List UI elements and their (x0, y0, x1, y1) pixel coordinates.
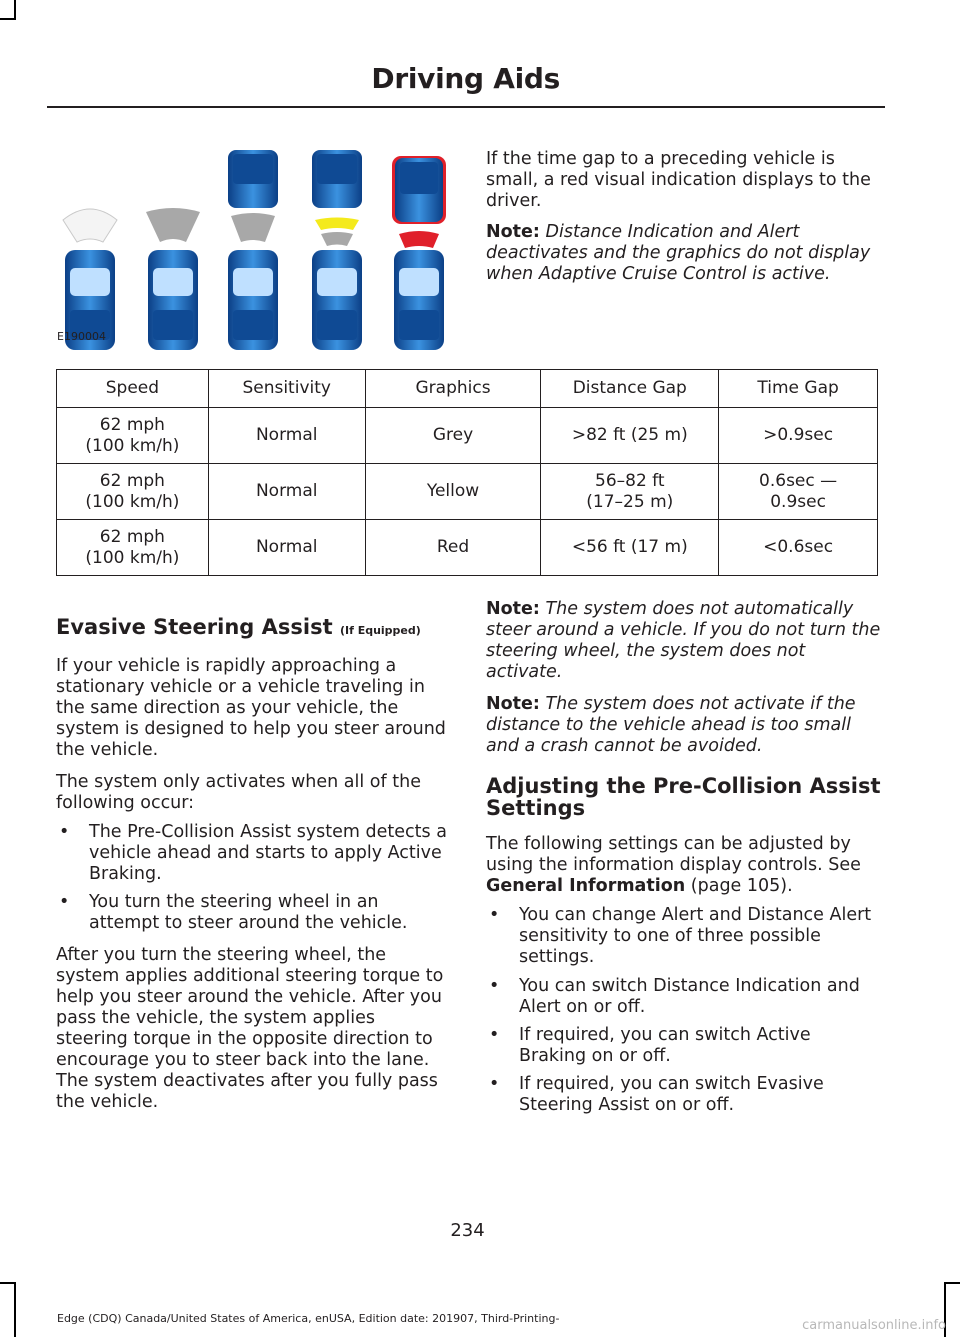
list-item: • You turn the steering wheel in an attempt to steer around the vehicle. (59, 892, 408, 933)
note-text: Distance Indication and Alert deactivates and the graphics do not display when Adaptive Cruise Control is active. (486, 222, 871, 284)
speed-cell: 62 mph (100 km/h) (57, 520, 209, 576)
graphics-cell: Grey (365, 408, 541, 464)
adjusting-paragraph: The following settings can be adjusted by using the information display controls. See General Information (page 105). (486, 834, 861, 896)
general-information-link[interactable]: General Information (486, 876, 686, 896)
crop-mark (0, 1282, 16, 1284)
car-icon (228, 150, 278, 350)
footer-edition: Edge (CDQ) Canada/United States of America, enUSA, Edition date: 201907, Third-Printing- (57, 1312, 560, 1325)
list-item: • If required, you can switch Evasive Steering Assist on or off. (489, 1074, 824, 1115)
crop-mark (944, 1282, 960, 1284)
graphics-cell: Yellow (365, 464, 541, 520)
time-gap-table (56, 369, 878, 576)
car-icon (63, 209, 117, 350)
distance-cell: >82 ft (25 m) (541, 408, 719, 464)
note-label: Note: (486, 222, 540, 242)
column-header: Speed (57, 370, 209, 408)
evasive-heading: Evasive Steering Assist (If Equipped) (56, 615, 421, 639)
list-item: • You can change Alert and Distance Alert sensitivity to one of three possible settings. (489, 905, 872, 967)
car-icon (146, 208, 200, 350)
evasive-paragraph-1: If your vehicle is rapidly approaching a stationary vehicle or a vehicle traveling in the same direction as your vehicle, the system is designed to help you steer around the vehicle. (56, 656, 446, 760)
time-cell: >0.9sec (719, 408, 878, 464)
table-row (57, 520, 878, 576)
list-item: • The Pre-Collision Assist system detects a vehicle ahead and starts to apply Active Braking. (59, 822, 447, 884)
table-row (57, 464, 878, 520)
car-icon (392, 156, 446, 350)
list-item: • You can switch Distance Indication and Alert on or off. (489, 976, 860, 1017)
distance-cell: 56–82 ft (17–25 m) (541, 464, 719, 520)
page-title: Driving Aids (371, 62, 560, 95)
time-cell: 0.6sec — 0.9sec (719, 464, 878, 520)
evasive-paragraph-3: After you turn the steering wheel, the system applies additional steering torque to help you steer around the vehicle. After you pass the vehicle, the system applies steering torque in the opposite direction to encourage you to steer back into the lane. The system deactivates after you fully pass the vehicle. (56, 945, 444, 1112)
intro-paragraph: If the time gap to a preceding vehicle is small, a red visual indication displays to the driver. (486, 149, 871, 211)
intro-note (486, 222, 881, 285)
adjusting-heading: Adjusting the Pre-Collision Assist Settings (486, 774, 881, 820)
speed-cell: 62 mph (100 km/h) (57, 408, 209, 464)
column-header: Time Gap (719, 370, 878, 408)
speed-cell: 62 mph (100 km/h) (57, 464, 209, 520)
distance-indication-figure (57, 150, 457, 350)
watermark: carmanualsonline.info (802, 1318, 946, 1333)
graphics-cell: Red (365, 520, 541, 576)
table-header-row (57, 370, 878, 408)
distance-cell: <56 ft (17 m) (541, 520, 719, 576)
sensitivity-cell: Normal (208, 408, 365, 464)
column-header: Graphics (365, 370, 541, 408)
header-divider (47, 106, 885, 108)
crop-mark (0, 18, 16, 20)
table-row (57, 408, 878, 464)
crop-mark (14, 0, 16, 20)
page-number: 234 (450, 1220, 485, 1241)
time-cell: <0.6sec (719, 520, 878, 576)
figure-code: E190004 (57, 330, 106, 343)
sensitivity-cell: Normal (208, 520, 365, 576)
note-2: Note: The system does not activate if the distance to the vehicle ahead is too small and a crash cannot be avoided. (486, 694, 856, 756)
crop-mark (14, 1282, 16, 1337)
sensitivity-cell: Normal (208, 464, 365, 520)
column-header: Distance Gap (541, 370, 719, 408)
column-header: Sensitivity (208, 370, 365, 408)
car-icon (312, 150, 362, 350)
evasive-paragraph-2: The system only activates when all of the following occur: (56, 772, 421, 813)
list-item: • If required, you can switch Active Braking on or off. (489, 1025, 811, 1066)
note-1: Note: The system does not automatically steer around a vehicle. If you do not turn the steering wheel, the system does not activate. (486, 599, 881, 682)
